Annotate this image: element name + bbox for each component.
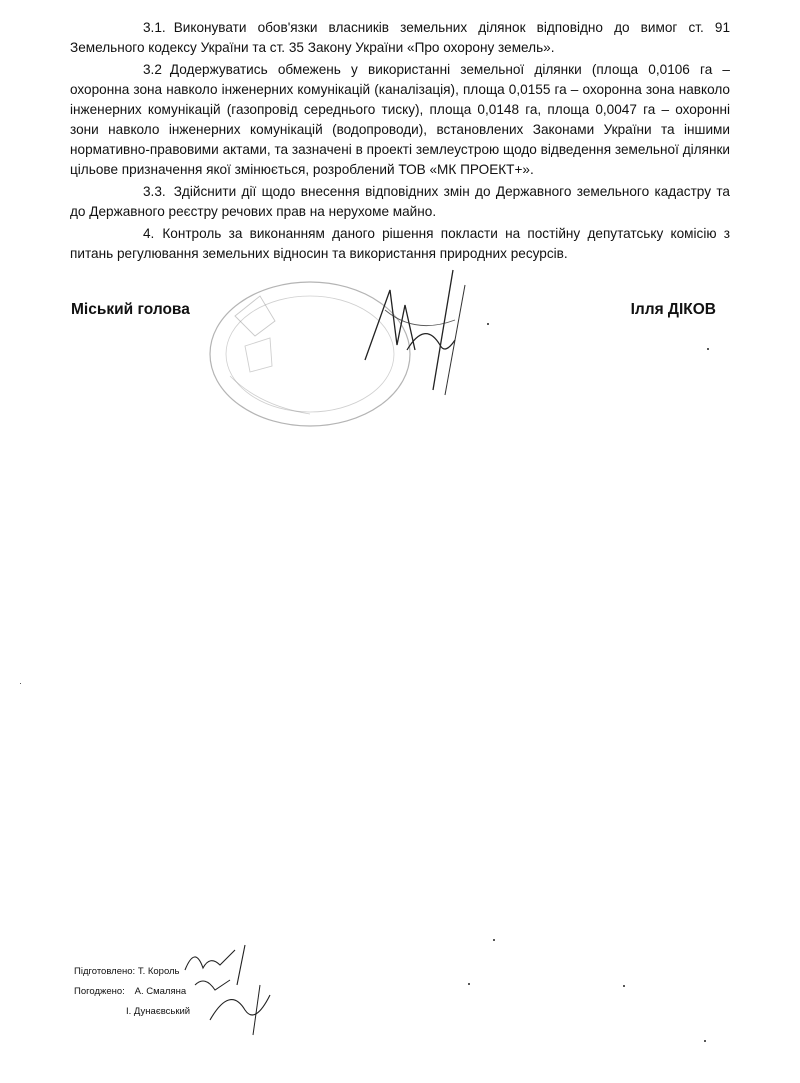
paragraph-3-2: [70, 60, 730, 180]
paragraph-number: 3.2: [143, 62, 162, 77]
decision-text: [70, 18, 730, 266]
prepared-row: [74, 962, 190, 982]
signer-name: Ілля ДІКОВ: [630, 301, 716, 318]
agreed-by-2: І. Дунаєвський: [126, 1006, 191, 1017]
paragraph-text: Здійснити дії щодо внесення відповідних змін до Державного земельного кадастру та до Державного реєстру речових прав на нерухоме майно.: [70, 184, 730, 219]
paragraph-number: 3.3.: [143, 184, 166, 199]
prepared-label: Підготовлено:: [74, 966, 136, 977]
scan-speck: [623, 985, 625, 987]
mayor-signature-icon: [345, 250, 495, 400]
scan-speck: [707, 348, 709, 350]
scan-speck: [20, 683, 21, 684]
paragraph-number: 4.: [143, 226, 155, 241]
scan-speck: [487, 323, 489, 325]
scan-speck: [704, 1040, 706, 1042]
paragraph-3-1: [70, 18, 730, 58]
scan-speck: [493, 939, 495, 941]
agreed-by-1: А. Смаляна: [134, 986, 187, 997]
paragraph-3-3: [70, 182, 730, 222]
approval-signatures-icon: [175, 940, 285, 1040]
signer-title: Міський голова: [71, 301, 190, 318]
agreed-row-2: [74, 1002, 190, 1022]
paragraph-text: Додержуватись обмежень у використанні земельної ділянки (площа 0,0106 га – охоронна зона навколо інженерних комунікацій (каналізація), площа 0,0155 га – охоронна зона навколо інженерних комунікацій (газопровід середнього тиску), площа 0,0148 га, площа 0,0047 га – охоронні зони навколо інженерних комунікацій (водопроводи), встановлених Законами України та іншими нормативно-правовими актами, та зазначені в проекті землеустрою щодо відведення земельної ділянки цільове призначення якої змінюється, розроблений ТОВ «МК ПРОЕКТ+».: [70, 62, 730, 177]
paragraph-text: Контроль за виконанням даного рішення покласти на постійну депутатську комісію з питань регулювання земельних відносин та використання природних ресурсів.: [70, 226, 730, 261]
scan-speck: [468, 983, 470, 985]
prepared-by: Т. Король: [137, 966, 180, 977]
approval-footer: [74, 962, 190, 1022]
agreed-row: [74, 982, 190, 1002]
paragraph-text: Виконувати обов'язки власників земельних ділянок відповідно до вимог ст. 91 Земельного кодексу України та ст. 35 Закону України «Про охорону земель».: [70, 20, 730, 55]
paragraph-number: 3.1.: [143, 20, 166, 35]
agreed-label: Погоджено:: [74, 986, 125, 997]
